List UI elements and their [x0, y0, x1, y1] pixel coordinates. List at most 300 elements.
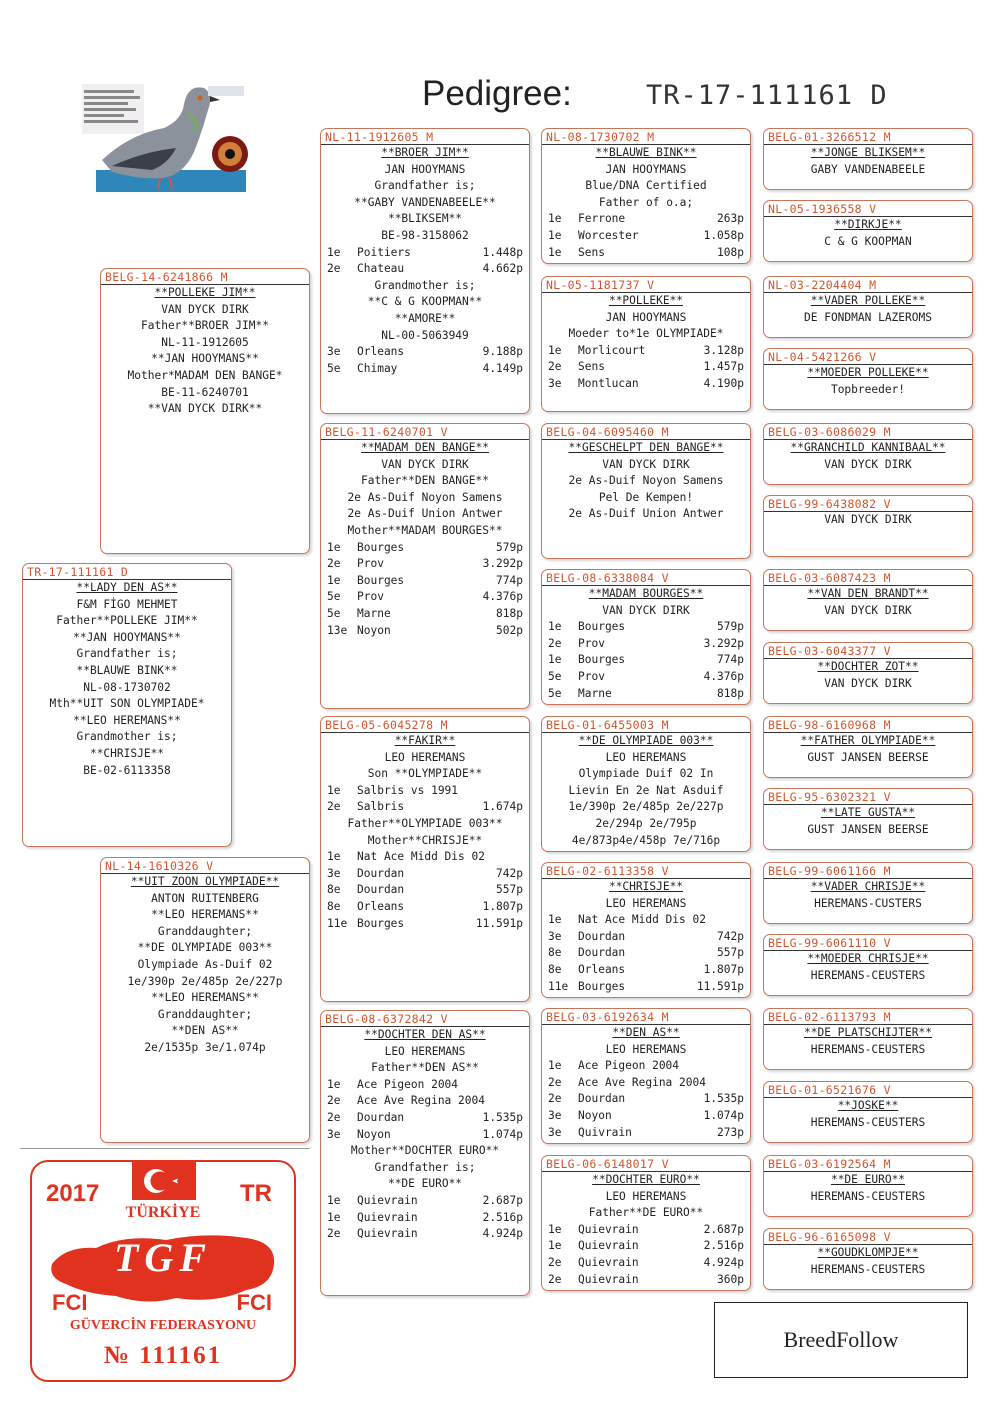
- result-place: 2e: [548, 1272, 562, 1286]
- info-line: **DE OLYMPIADE 003**: [137, 941, 273, 955]
- ring-id: NL-11-1912605 M: [321, 129, 529, 145]
- race-result: [542, 619, 750, 636]
- race-result: [321, 1193, 529, 1210]
- race-result: [542, 1058, 750, 1075]
- result-birds: 1.674p: [482, 800, 523, 814]
- info-line: LEO HEREMANS: [384, 750, 466, 764]
- result-birds: 2.687p: [703, 1222, 744, 1236]
- info-line: Olympiade As-Duif 02: [137, 957, 273, 971]
- ring-id: BELG-05-6045278 M: [321, 717, 529, 733]
- result-birds: 273p: [717, 1125, 744, 1139]
- ring-id: BELG-95-6302321 V: [764, 789, 972, 805]
- card-sire-sire: [320, 128, 530, 414]
- result-birds: 3.292p: [703, 636, 744, 650]
- result-birds: 9.188p: [482, 345, 523, 359]
- result-place: 1e: [548, 1059, 562, 1073]
- result-race: Ace Pigeon 2004: [578, 1059, 680, 1073]
- result-birds: 502p: [496, 623, 523, 637]
- race-result: [542, 211, 750, 228]
- info-line: LEO HEREMANS: [605, 896, 687, 910]
- info-line: **POLLEKE JIM**: [154, 286, 256, 299]
- race-result: [542, 1272, 750, 1289]
- info-line: **CHRISJE**: [89, 746, 165, 760]
- result-birds: 1.448p: [482, 245, 523, 259]
- info-line: Mother**MADAM BOURGES**: [347, 523, 503, 537]
- info-line: **POLLEKE**: [608, 294, 684, 307]
- info-line: **JOSKE**: [837, 1099, 899, 1112]
- card-great-great-grandparent: [763, 569, 973, 631]
- info-line: **CHRISJE**: [608, 880, 684, 893]
- info-line: **DE PLATSCHIJTER**: [804, 1026, 932, 1039]
- card-great-great-grandparent: [763, 934, 973, 996]
- info-line: HEREMANS-CEUSTERS: [810, 1262, 926, 1276]
- result-race: Worcester: [578, 228, 639, 242]
- info-line: 2e/1535p 3e/1.074p: [144, 1040, 266, 1054]
- result-birds: 818p: [717, 686, 744, 700]
- result-birds: 1.535p: [703, 1092, 744, 1106]
- info-line: 2e As-Duif Noyon Samens: [568, 474, 724, 488]
- result-race: Bourges: [578, 620, 626, 634]
- stamp-logo: TGF: [114, 1235, 212, 1280]
- card-great-great-grandparent: [763, 1008, 973, 1070]
- race-result: [542, 652, 750, 669]
- info-line: LEO HEREMANS: [605, 1042, 687, 1056]
- info-line: HEREMANS-CEUSTERS: [810, 968, 926, 982]
- race-result: [321, 1127, 529, 1144]
- info-line: JAN HOOYMANS: [384, 162, 466, 176]
- info-line: GUST JANSEN BEERSE: [807, 822, 929, 836]
- result-place: 8e: [327, 899, 341, 913]
- result-race: Bourges: [578, 653, 626, 667]
- ring-id: NL-05-1936558 V: [764, 201, 972, 217]
- result-birds: 4.924p: [482, 1227, 523, 1241]
- result-birds: 360p: [717, 1272, 744, 1286]
- result-birds: 579p: [717, 620, 744, 634]
- ring-id: BELG-02-6113358 V: [542, 863, 750, 879]
- race-result: [321, 606, 529, 623]
- ring-id: BELG-96-6165098 V: [764, 1229, 972, 1245]
- card-sire-dam: [320, 423, 530, 709]
- card-great-great-grandparent: [763, 1081, 973, 1143]
- result-place: 1e: [548, 1222, 562, 1236]
- result-place: 8e: [327, 883, 341, 897]
- stamp-fci-right: FCI: [236, 1290, 272, 1315]
- info-line: GABY VANDENABEELE: [810, 162, 926, 176]
- result-race: Dourdan: [357, 1110, 405, 1124]
- result-race: Sens: [578, 360, 605, 374]
- result-place: 2e: [548, 636, 562, 650]
- result-birds: 108p: [717, 245, 744, 259]
- card-dam: [100, 857, 310, 1143]
- info-line: **VADER CHRISJE**: [810, 880, 926, 893]
- result-race: Quievrain: [357, 1210, 418, 1224]
- result-race: Nat Ace Midd Dis 02: [357, 850, 485, 864]
- info-line: Grandfather is;: [76, 647, 178, 661]
- race-result: [542, 1075, 750, 1092]
- ring-id: BELG-04-6095460 M: [542, 424, 750, 440]
- result-race: Ace Pigeon 2004: [357, 1077, 459, 1091]
- result-race: Bourges: [357, 916, 405, 930]
- card-dam-sire-dam: [541, 862, 751, 998]
- ring-id: BELG-98-6160968 M: [764, 717, 972, 733]
- info-line: Lievin En 2e Nat Asduif: [568, 783, 724, 797]
- result-race: Morlicourt: [578, 343, 646, 357]
- race-result: [542, 359, 750, 376]
- result-birds: 4.376p: [703, 669, 744, 683]
- result-race: Dourdan: [578, 946, 626, 960]
- page-title: Pedigree:: [422, 74, 572, 113]
- card-great-great-grandparent: [763, 200, 973, 262]
- ring-id: BELG-03-6086029 M: [764, 424, 972, 440]
- result-birds: 2.516p: [482, 1210, 523, 1224]
- stamp-year: 2017: [46, 1180, 100, 1207]
- result-place: 3e: [327, 1127, 341, 1141]
- divider: [20, 1148, 310, 1149]
- result-race: Montlucan: [578, 376, 639, 390]
- info-line: NL-08-1730702: [83, 680, 171, 694]
- stamp-country-code: TR: [240, 1180, 272, 1207]
- result-place: 1e: [327, 573, 341, 587]
- result-race: Quievrain: [578, 1222, 639, 1236]
- race-result: [321, 916, 529, 933]
- result-place: 8e: [548, 946, 562, 960]
- result-place: 5e: [548, 669, 562, 683]
- info-line: Olympiade Duif 02 In: [578, 767, 714, 781]
- race-result: [542, 636, 750, 653]
- info-line: **DE OLYMPIADE 003**: [578, 734, 714, 747]
- ring-id: NL-04-5421266 V: [764, 349, 972, 365]
- result-place: 3e: [548, 376, 562, 390]
- result-race: Dourdan: [578, 1092, 626, 1106]
- info-line: **JAN HOOYMANS**: [73, 630, 181, 644]
- result-place: 3e: [548, 1125, 562, 1139]
- result-birds: 579p: [496, 540, 523, 554]
- race-result: [321, 1210, 529, 1227]
- info-line: ANTON RUITENBERG: [151, 891, 259, 905]
- info-line: **JAN HOOYMANS**: [151, 352, 259, 366]
- info-line: **VAN DEN BRANDT**: [807, 587, 929, 600]
- result-race: Marne: [357, 606, 391, 620]
- race-result: [321, 556, 529, 573]
- info-line: Father of o.a;: [598, 195, 694, 209]
- race-result: [321, 799, 529, 816]
- result-place: 11e: [548, 979, 569, 993]
- result-place: 3e: [327, 345, 341, 359]
- info-line: Grandmother is;: [374, 278, 476, 292]
- result-birds: 4.924p: [703, 1255, 744, 1269]
- result-race: Orleans: [578, 962, 626, 976]
- info-line: **DEN AS**: [171, 1024, 239, 1038]
- card-great-great-grandparent: [763, 862, 973, 924]
- info-line: **VAN DYCK DIRK**: [147, 402, 263, 416]
- stamp-federation: GÜVERCİN FEDERASYONU: [69, 1318, 257, 1333]
- race-result: [542, 343, 750, 360]
- info-line: 4e/873p4e/458p 7e/716p: [571, 833, 721, 847]
- result-place: 5e: [548, 686, 562, 700]
- result-birds: 4.190p: [703, 376, 744, 390]
- ring-id: BELG-14-6241866 M: [101, 269, 309, 285]
- ring-id: NL-08-1730702 M: [542, 129, 750, 145]
- race-result: [542, 979, 750, 996]
- info-line: **MADAM BOURGES**: [588, 587, 704, 600]
- result-race: Noyon: [578, 1108, 612, 1122]
- card-sire-sire-sire: [541, 128, 751, 264]
- result-place: 1e: [548, 1239, 562, 1253]
- ring-id: BELG-03-6192564 M: [764, 1156, 972, 1172]
- ring-id: BELG-08-6338084 V: [542, 570, 750, 586]
- result-race: Ace Ave Regina 2004: [578, 1075, 706, 1089]
- info-line: VAN DYCK DIRK: [824, 513, 912, 526]
- race-result: [542, 945, 750, 962]
- result-race: Orleans: [357, 899, 405, 913]
- ring-id: BELG-03-6192634 M: [542, 1009, 750, 1025]
- info-line: **GOUDKLOMPJE**: [817, 1246, 919, 1259]
- race-result: [321, 344, 529, 361]
- result-place: 2e: [548, 1255, 562, 1269]
- result-place: 1e: [327, 540, 341, 554]
- result-birds: 4.376p: [482, 590, 523, 604]
- result-race: Noyon: [357, 623, 391, 637]
- result-birds: 2.516p: [703, 1239, 744, 1253]
- result-birds: 3.292p: [482, 557, 523, 571]
- card-sire-sire-dam: [541, 276, 751, 412]
- info-line: **BLIKSEM**: [387, 212, 463, 226]
- info-line: **DIRKJE**: [834, 218, 902, 231]
- result-race: Quievrain: [578, 1255, 639, 1269]
- ring-id: BELG-03-6087423 M: [764, 570, 972, 586]
- ring-id: BELG-99-6061166 M: [764, 863, 972, 879]
- info-line: 2e/294p 2e/795p: [595, 816, 697, 830]
- info-line: GUST JANSEN BEERSE: [807, 750, 929, 764]
- ring-id: BELG-08-6372842 V: [321, 1011, 529, 1027]
- ring-id: BELG-01-3266512 M: [764, 129, 972, 145]
- info-line: VAN DYCK DIRK: [824, 603, 912, 617]
- info-line: F&M FİGO MEHMET: [76, 597, 178, 611]
- result-birds: 742p: [717, 929, 744, 943]
- result-birds: 1.457p: [703, 360, 744, 374]
- result-race: Quievrain: [357, 1227, 418, 1241]
- info-line: 2e As-Duif Noyon Samens: [347, 490, 503, 504]
- result-race: Bourges: [578, 979, 626, 993]
- info-line: **LEO HEREMANS**: [151, 908, 259, 922]
- race-result: [321, 849, 529, 866]
- tgf-ring-stamp: [30, 1160, 296, 1382]
- result-birds: 2.687p: [482, 1193, 523, 1207]
- info-line: **DOCHTER DEN AS**: [364, 1028, 486, 1041]
- info-line: VAN DYCK DIRK: [824, 676, 912, 690]
- card-dam-sire-sire: [541, 716, 751, 852]
- result-place: 3e: [548, 929, 562, 943]
- card-great-great-grandparent: [763, 348, 973, 410]
- info-line: Topbreeder!: [830, 382, 906, 396]
- race-result: [321, 573, 529, 590]
- result-place: 3e: [327, 866, 341, 880]
- info-line: Father**POLLEKE JIM**: [56, 614, 198, 628]
- race-result: [321, 866, 529, 883]
- race-result: [542, 1222, 750, 1239]
- race-result: [321, 1077, 529, 1094]
- info-line: **C & G KOOPMAN**: [367, 295, 483, 309]
- info-line: **MADAM DEN BANGE**: [361, 441, 489, 454]
- info-line: NL-11-1912605: [161, 335, 249, 349]
- result-place: 1e: [548, 245, 562, 259]
- result-race: Nat Ace Midd Dis 02: [578, 913, 706, 927]
- info-line: LEO HEREMANS: [605, 750, 687, 764]
- result-race: Salbris: [357, 800, 405, 814]
- info-line: **AMORE**: [394, 311, 456, 325]
- result-place: 2e: [327, 1094, 341, 1108]
- info-line: JAN HOOYMANS: [605, 162, 687, 176]
- result-place: 1e: [548, 620, 562, 634]
- card-great-great-grandparent: [763, 1228, 973, 1290]
- info-line: Mother**CHRISJE**: [367, 833, 483, 847]
- race-result: [321, 783, 529, 800]
- result-race: Dourdan: [357, 883, 405, 897]
- ring-id: NL-05-1181737 V: [542, 277, 750, 293]
- result-place: 1e: [548, 343, 562, 357]
- info-line: VAN DYCK DIRK: [602, 457, 690, 471]
- info-line: **LEO HEREMANS**: [73, 713, 181, 727]
- result-place: 2e: [548, 1075, 562, 1089]
- result-place: 2e: [548, 360, 562, 374]
- result-race: Chimay: [357, 361, 398, 375]
- ring-id: BELG-99-6438082 V: [764, 496, 972, 512]
- race-result: [321, 540, 529, 557]
- info-line: **DEN AS**: [612, 1026, 680, 1039]
- info-line: **GESCHELPT DEN BANGE**: [568, 441, 724, 454]
- result-place: 2e: [327, 557, 341, 571]
- info-line: **GRANCHILD KANNIBAAL**: [790, 441, 946, 454]
- result-race: Sens: [578, 245, 605, 259]
- card-great-great-grandparent: [763, 495, 973, 557]
- race-result: [542, 1238, 750, 1255]
- info-line: LEO HEREMANS: [605, 1189, 687, 1203]
- result-birds: 3.128p: [703, 343, 744, 357]
- info-line: **GABY VANDENABEELE**: [354, 195, 496, 209]
- race-result: [542, 962, 750, 979]
- info-line: **FAKIR**: [394, 734, 456, 747]
- info-line: **VADER POLLEKE**: [810, 294, 926, 307]
- result-place: 1e: [548, 212, 562, 226]
- result-place: 2e: [327, 262, 341, 276]
- info-line: Father**DEN AS**: [371, 1061, 479, 1075]
- result-race: Marne: [578, 686, 612, 700]
- info-line: 1e/390p 2e/485p 2e/227p: [127, 974, 283, 988]
- result-place: 1e: [327, 1210, 341, 1224]
- race-result: [321, 589, 529, 606]
- race-result: [321, 882, 529, 899]
- info-line: Father**DE EURO**: [588, 1206, 704, 1220]
- info-line: **BLAUWE BINK**: [76, 663, 178, 677]
- card-sire: [100, 268, 310, 554]
- result-race: Prov: [578, 669, 605, 683]
- turkey-flag-icon: [132, 1162, 196, 1200]
- card-dam-sire: [320, 716, 530, 1002]
- ring-id: NL-14-1610326 V: [101, 858, 309, 874]
- card-great-great-grandparent: [763, 128, 973, 190]
- result-place: 1e: [327, 1193, 341, 1207]
- result-place: 1e: [327, 245, 341, 259]
- info-line: JAN HOOYMANS: [605, 310, 687, 324]
- result-race: Poitiers: [357, 245, 411, 259]
- stamp-country: TÜRKİYE: [125, 1204, 201, 1221]
- info-line: **LEO HEREMANS**: [151, 991, 259, 1005]
- info-line: **DOCHTER ZOT**: [817, 660, 919, 673]
- ring-id: BELG-01-6455003 M: [542, 717, 750, 733]
- info-line: BE-98-3158062: [381, 228, 469, 242]
- info-line: LEO HEREMANS: [384, 1044, 466, 1058]
- card-great-great-grandparent: [763, 423, 973, 485]
- ring-id: TR-17-111161 D: [23, 564, 231, 580]
- result-birds: 4.662p: [482, 262, 523, 276]
- info-line: C & G KOOPMAN: [824, 234, 912, 248]
- info-line: Son **OLYMPIADE**: [367, 767, 483, 781]
- race-result: [542, 1255, 750, 1272]
- result-race: Quivrain: [578, 1125, 632, 1139]
- info-line: VAN DYCK DIRK: [824, 457, 912, 471]
- result-race: Ferrone: [578, 212, 626, 226]
- result-place: 2e: [327, 800, 341, 814]
- info-line: Father**DEN BANGE**: [361, 474, 489, 488]
- race-result: [542, 376, 750, 393]
- result-place: 5e: [327, 606, 341, 620]
- result-race: Bourges: [357, 573, 405, 587]
- card-dam-dam-sire: [541, 1008, 751, 1144]
- result-birds: 1.535p: [482, 1110, 523, 1124]
- card-subject: [22, 563, 232, 847]
- info-line: **DE EURO**: [830, 1173, 906, 1186]
- race-result: [542, 1091, 750, 1108]
- info-line: HEREMANS-CEUSTERS: [810, 1189, 926, 1203]
- race-result: [542, 929, 750, 946]
- info-line: HEREMANS-CUSTERS: [814, 896, 922, 910]
- result-birds: 774p: [496, 573, 523, 587]
- info-line: Pel De Kempen!: [598, 490, 694, 504]
- card-dam-dam: [320, 1010, 530, 1296]
- info-line: **DOCHTER EURO**: [592, 1173, 700, 1186]
- info-line: 2e As-Duif Union Antwer: [568, 507, 724, 521]
- ring-id: NL-03-2204404 M: [764, 277, 972, 293]
- result-race: Noyon: [357, 1127, 391, 1141]
- info-line: **MOEDER CHRISJE**: [807, 952, 929, 965]
- info-line: **FATHER OLYMPIADE**: [800, 734, 936, 747]
- result-birds: 557p: [717, 946, 744, 960]
- result-place: 2e: [327, 1110, 341, 1124]
- result-place: 5e: [327, 361, 341, 375]
- result-race: Prov: [357, 557, 384, 571]
- race-result: [542, 1125, 750, 1142]
- info-line: Father**OLYMPIADE 003**: [347, 816, 503, 830]
- info-line: Father**BROER JIM**: [141, 319, 269, 333]
- info-line: Granddaughter;: [157, 924, 253, 938]
- info-line: **JONGE BLIKSEM**: [810, 146, 926, 159]
- info-line: **UIT ZOON OLYMPIADE**: [130, 875, 280, 888]
- info-line: **BLAUWE BINK**: [595, 146, 697, 159]
- result-birds: 1.058p: [703, 228, 744, 242]
- result-place: 2e: [548, 1092, 562, 1106]
- result-race: Quievrain: [357, 1193, 418, 1207]
- card-great-great-grandparent: [763, 788, 973, 850]
- info-line: **LATE GUSTA**: [820, 806, 916, 819]
- race-result: [542, 669, 750, 686]
- result-race: Ace Ave Regina 2004: [357, 1094, 485, 1108]
- card-great-great-grandparent: [763, 716, 973, 778]
- result-birds: 1.807p: [703, 962, 744, 976]
- info-line: Moeder to*1e OLYMPIADE*: [568, 327, 724, 341]
- result-race: Dourdan: [357, 866, 405, 880]
- info-line: **LADY DEN AS**: [76, 581, 178, 594]
- info-line: 2e As-Duif Union Antwer: [347, 507, 503, 521]
